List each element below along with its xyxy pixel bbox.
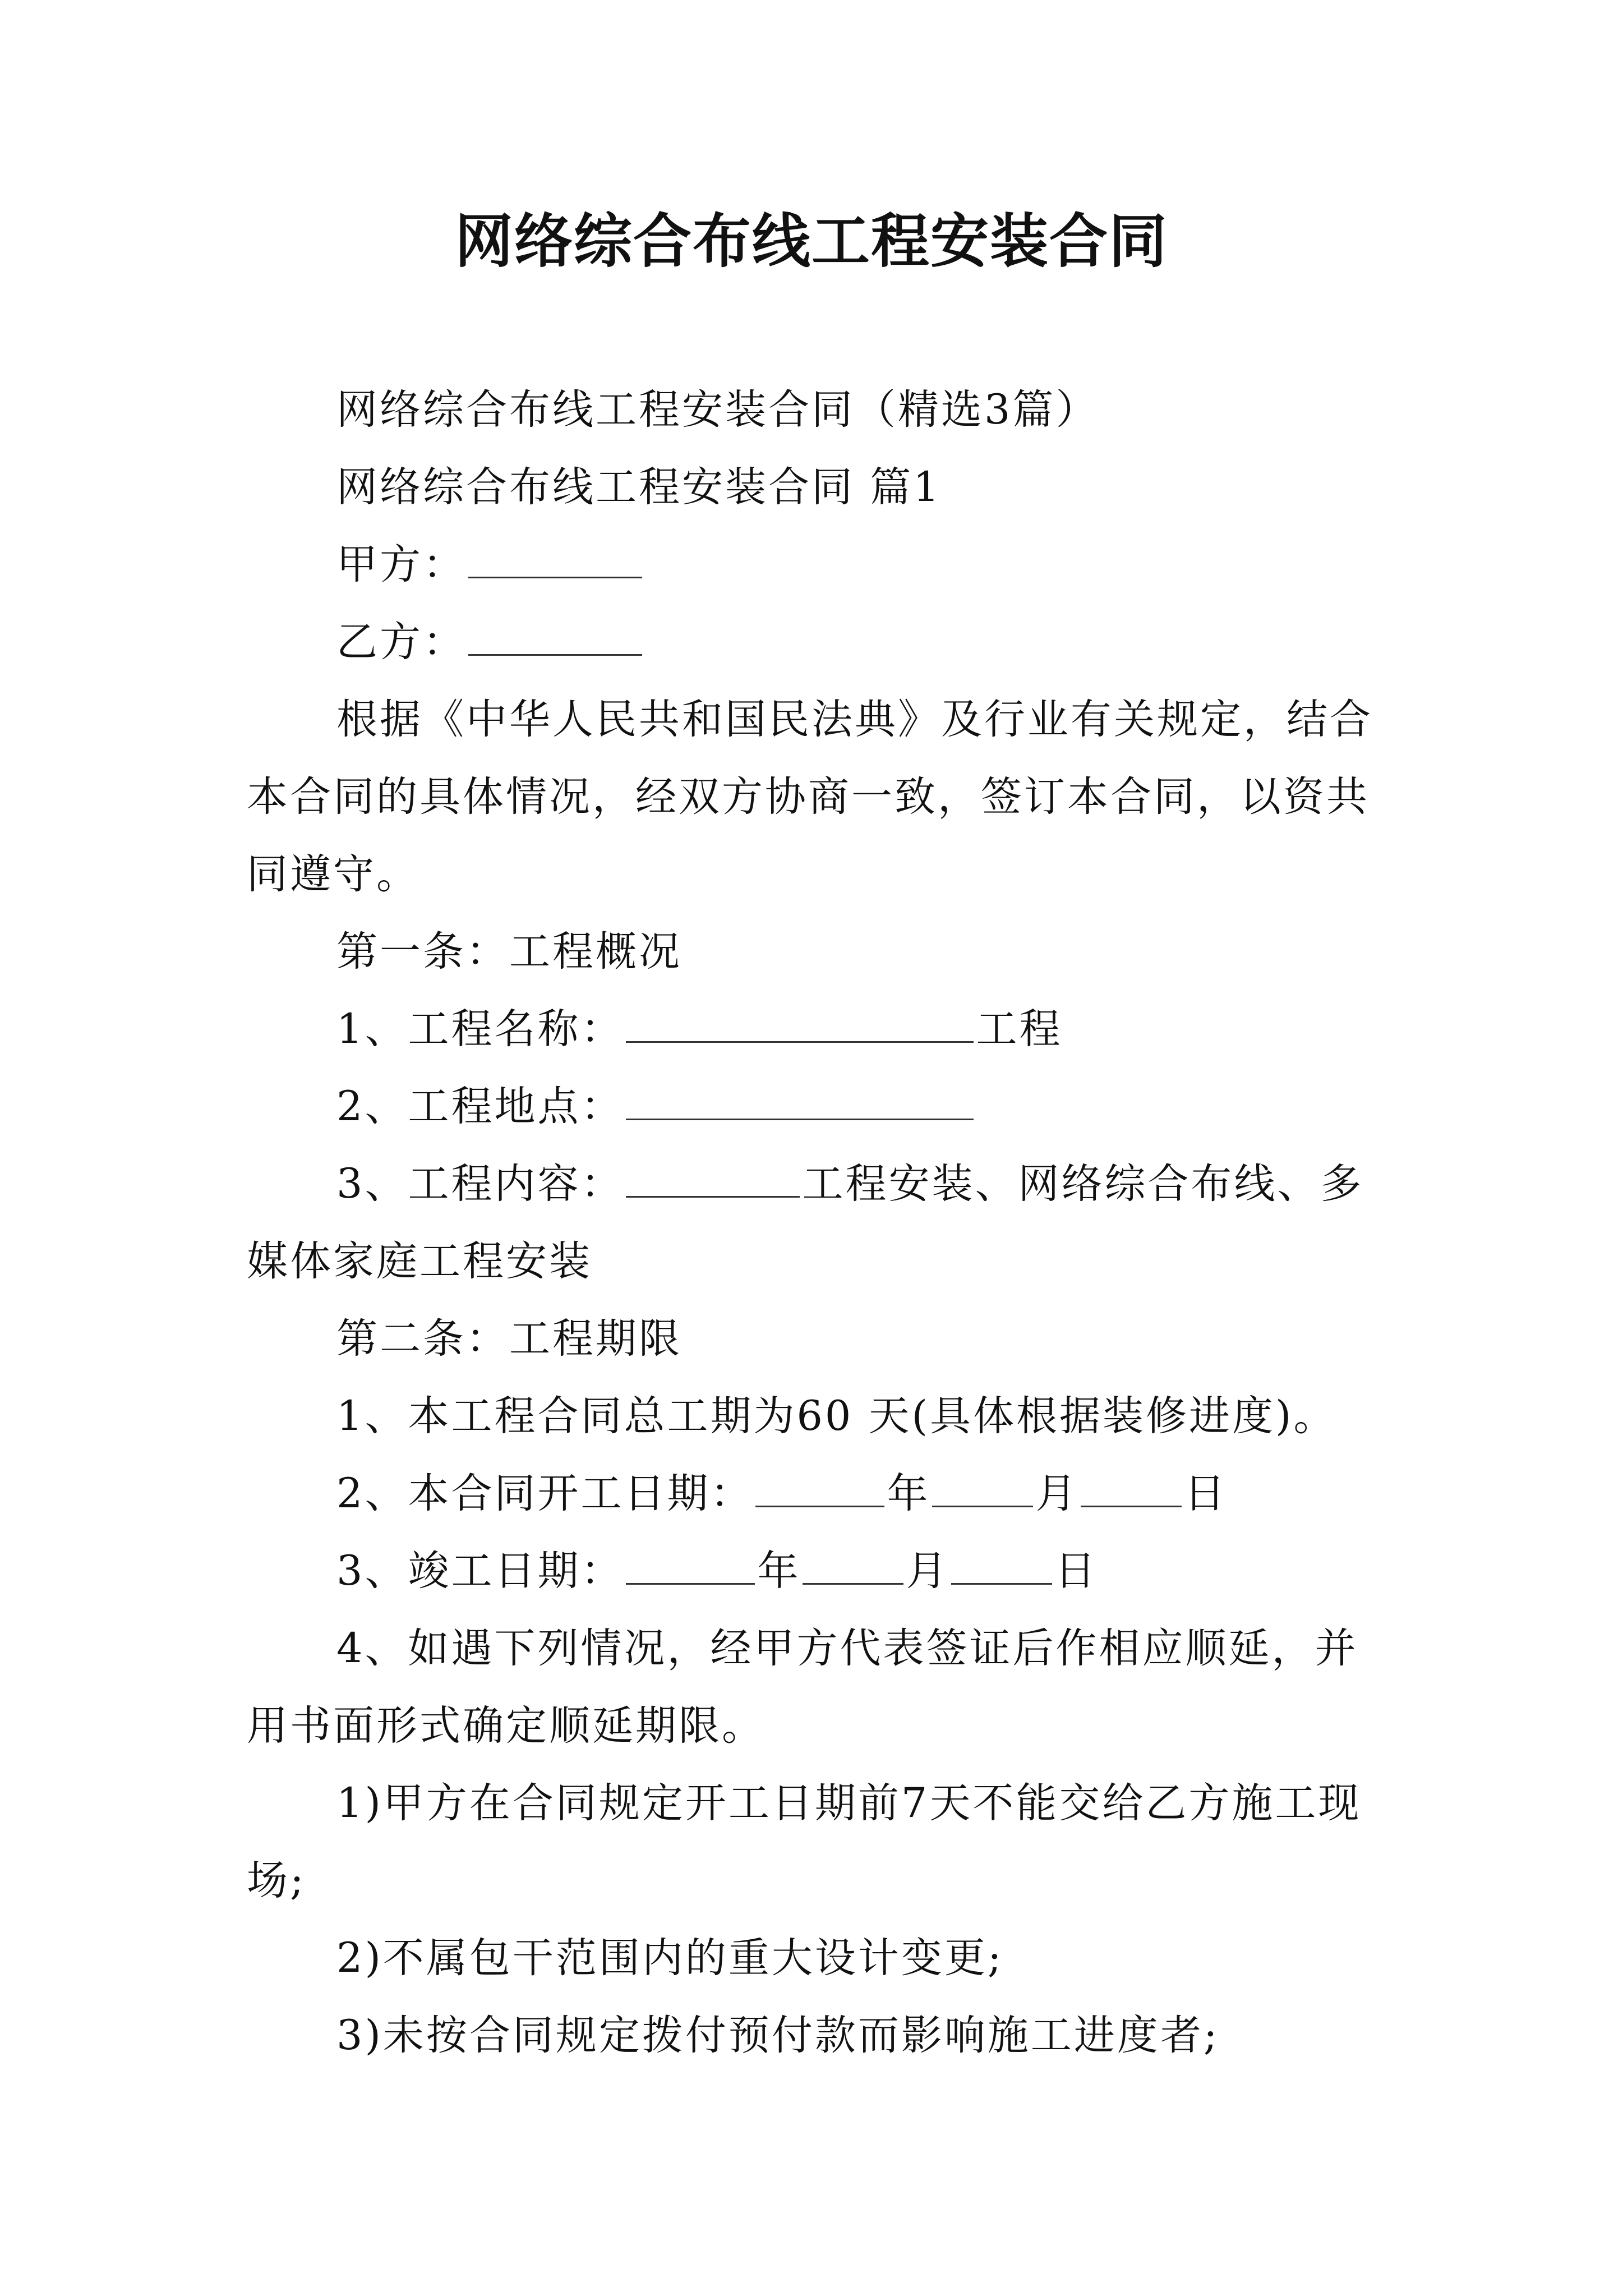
project-name-line <box>247 991 1388 1068</box>
completion-day-blank <box>951 1544 1052 1585</box>
completion-day-unit: 日 <box>1054 1547 1098 1595</box>
party-a-label: 甲方： <box>336 541 466 588</box>
completion-date-line <box>247 1533 1388 1610</box>
start-day-unit: 日 <box>1184 1470 1228 1517</box>
project-location-line <box>247 1068 1388 1145</box>
completion-month-blank <box>803 1544 903 1585</box>
start-year-unit: 年 <box>887 1470 930 1517</box>
preamble: 根据《中华人民共和国民法典》及行业有关规定，结合本合同的具体情况，经双方协商一致，签订本合同，以资共同遵守。 <box>247 696 1373 898</box>
project-name-label: 1、工程名称： <box>336 1005 624 1053</box>
party-a-blank <box>468 537 642 578</box>
extension-case-3: 3)未按合同规定拨付预付款而影响施工进度者; <box>336 2012 1220 2059</box>
section-heading: 网络综合布线工程安装合同 篇1 <box>336 463 942 511</box>
completion-date-label: 3、竣工日期： <box>336 1547 624 1595</box>
party-b-blank <box>468 615 642 656</box>
start-month-blank <box>932 1466 1033 1507</box>
party-b-label: 乙方： <box>336 618 466 666</box>
document-title: 网络综合布线工程安装合同 <box>454 206 1168 275</box>
completion-year-blank <box>626 1544 755 1585</box>
start-date-label: 2、本合同开工日期： <box>336 1470 754 1517</box>
start-date-line <box>247 1455 1388 1533</box>
project-content-line <box>247 1145 1388 1300</box>
subtitle: 网络综合布线工程安装合同（精选3篇） <box>336 386 1099 434</box>
duration-line: 1、本工程合同总工期为60 天(具体根据装修进度)。 <box>336 1392 1337 1440</box>
article2-heading: 第二条：工程期限 <box>336 1315 682 1363</box>
completion-month-unit: 月 <box>906 1547 949 1595</box>
document-body <box>247 371 1388 2074</box>
party-a-line <box>247 526 1388 604</box>
extension-case-2: 2)不属包干范围内的重大设计变更; <box>336 1934 1004 1982</box>
project-location-blank <box>626 1079 974 1120</box>
project-name-suffix: 工程 <box>976 1005 1063 1053</box>
article1-heading: 第一条：工程概况 <box>336 928 682 976</box>
start-year-blank <box>755 1466 884 1507</box>
project-name-blank <box>626 1002 974 1043</box>
project-content-blank <box>626 1157 800 1198</box>
party-b-line <box>247 604 1388 681</box>
start-month-unit: 月 <box>1035 1470 1079 1517</box>
project-content-label: 3、工程内容： <box>336 1160 624 1208</box>
extension-clause: 4、如遇下列情况，经甲方代表签证后作相应顺延，并用书面形式确定顺延期限。 <box>247 1625 1358 1750</box>
completion-year-unit: 年 <box>757 1547 801 1595</box>
extension-case-1: 1)甲方在合同规定开工日期前7天不能交给乙方施工现场; <box>247 1779 1362 1904</box>
project-location-label: 2、工程地点： <box>336 1083 624 1130</box>
project-content-suffix: 工程安装、网络综合布线、多媒体家庭工程安装 <box>247 1160 1364 1285</box>
start-day-blank <box>1081 1466 1182 1507</box>
